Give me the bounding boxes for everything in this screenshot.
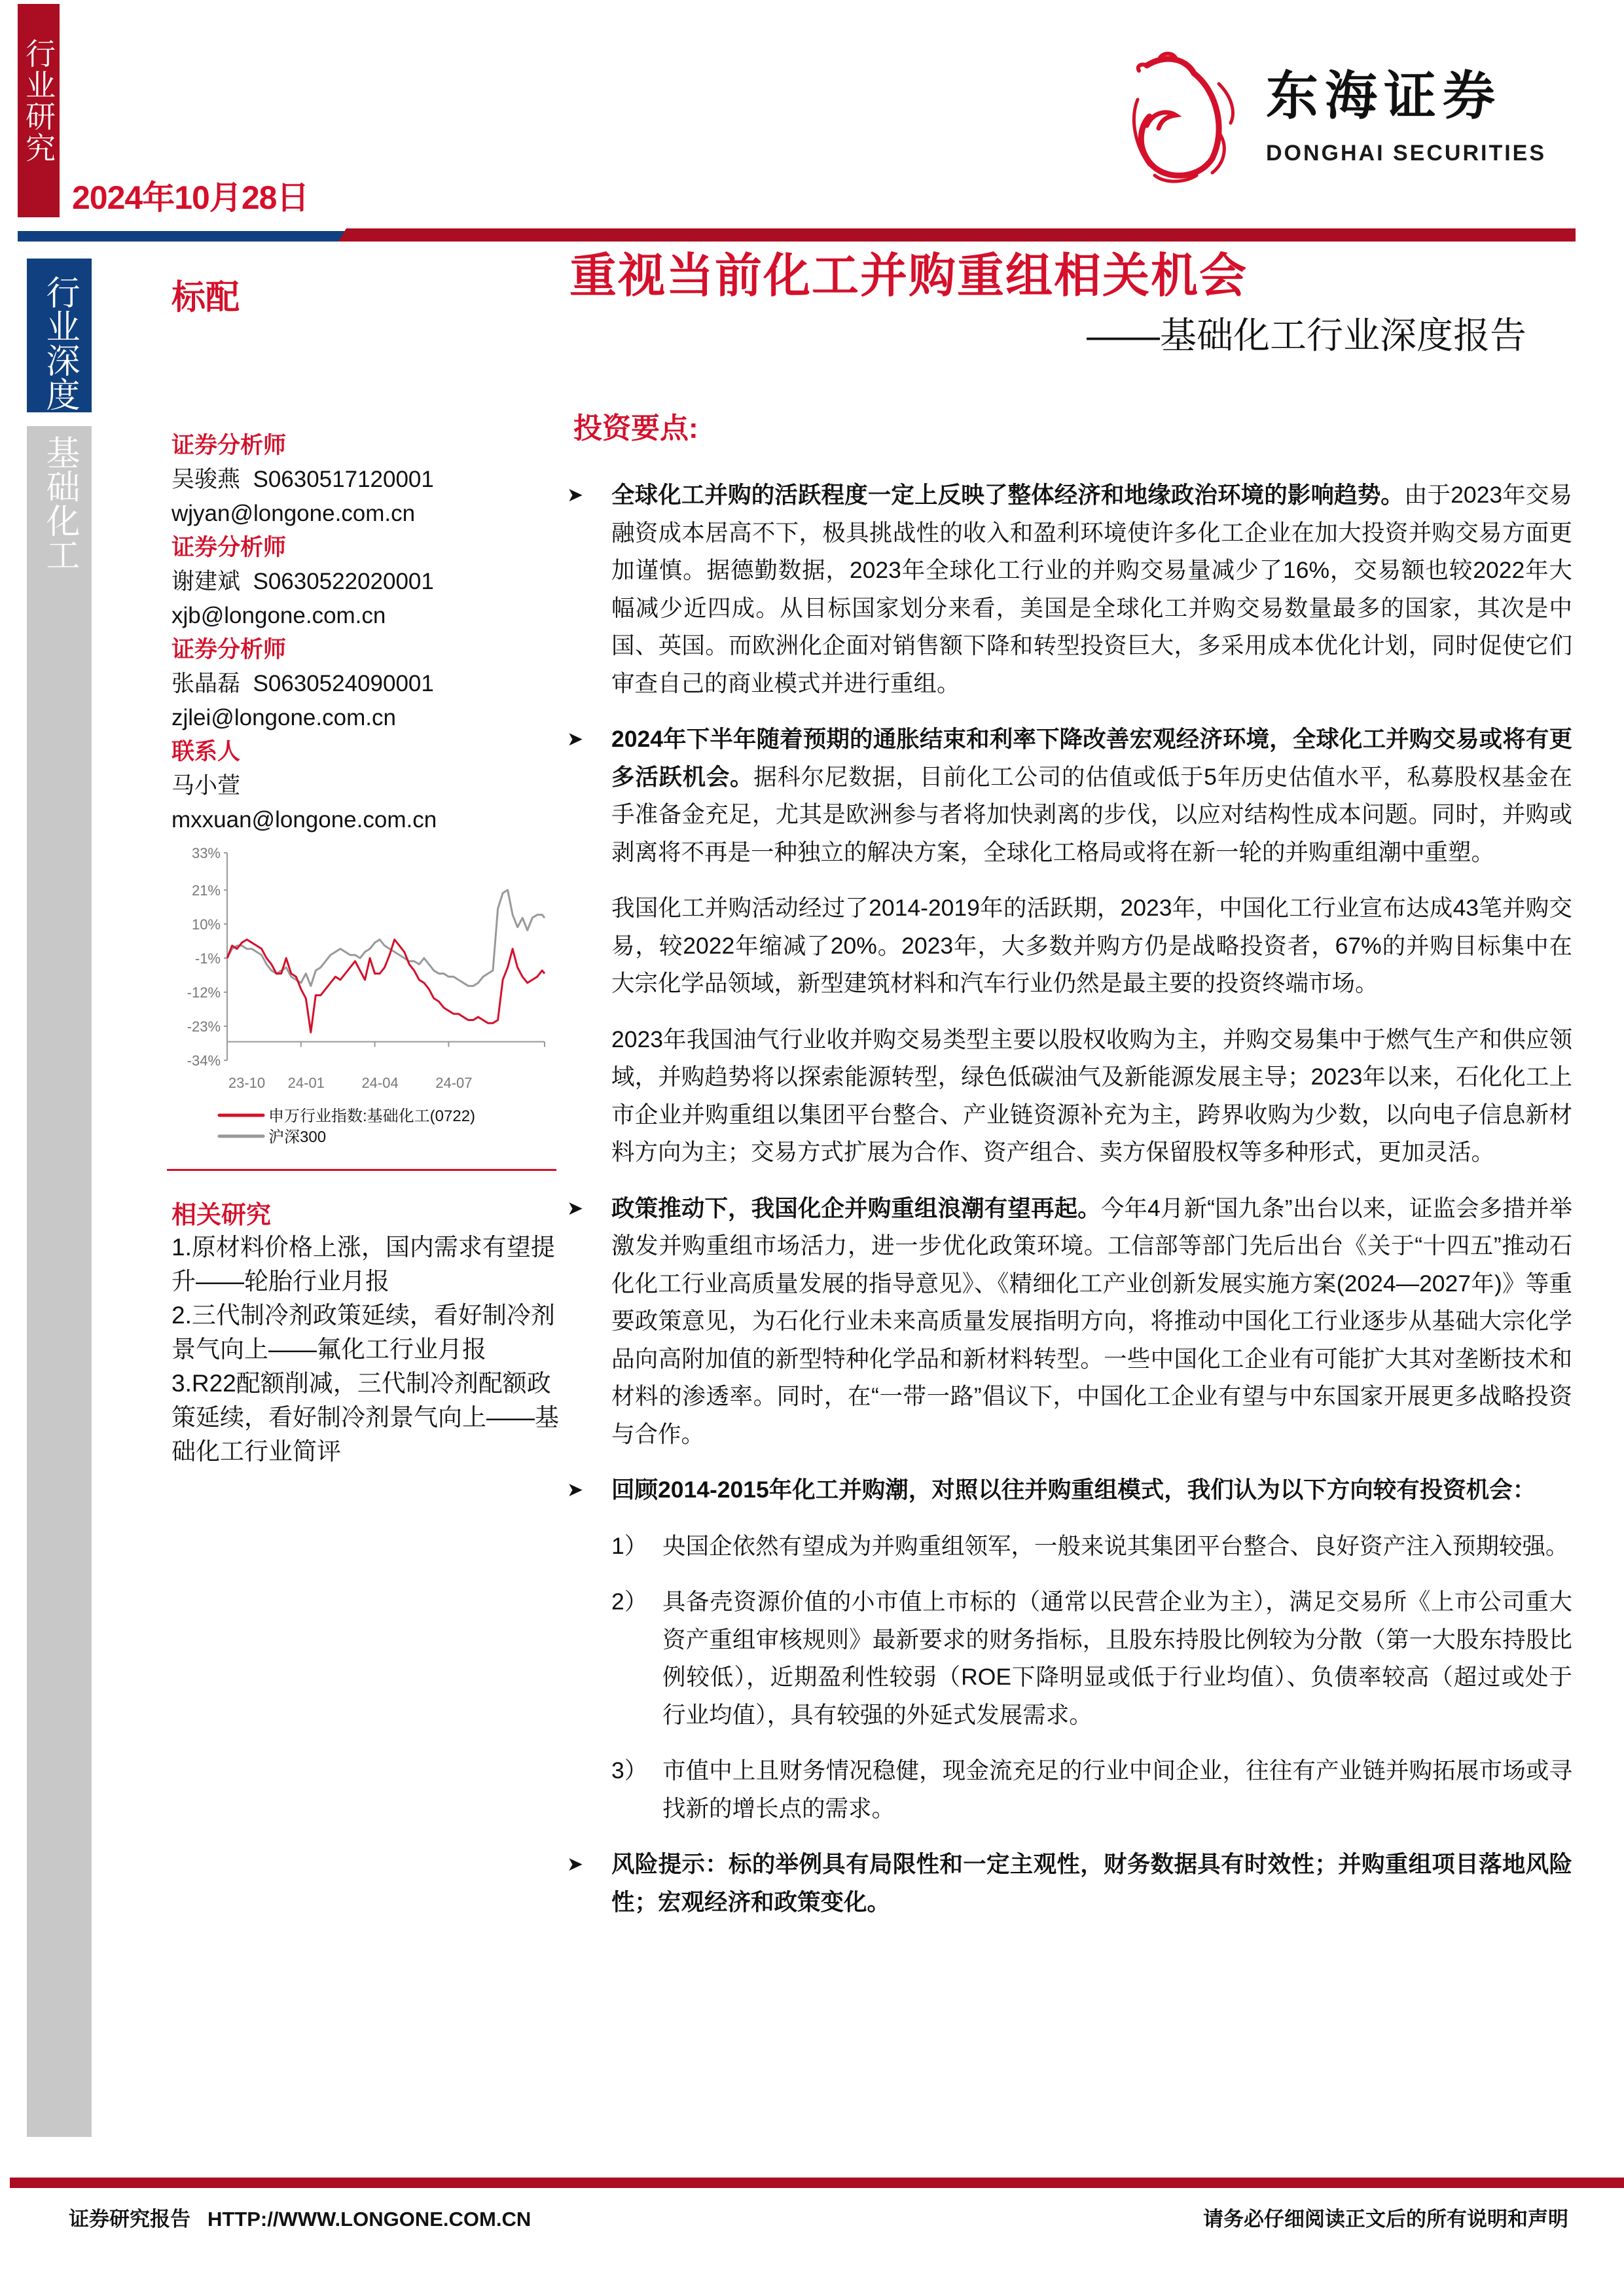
- report-type-label: 行业深度: [41, 275, 79, 411]
- key-point-lead: 2024年下半年随着预期的通胀结束和利率下降改善宏观经济环境，全球化工并购交易或将有更多活跃机会。: [611, 726, 1572, 790]
- analyst-name-line: [171, 463, 538, 497]
- risk-text: 风险提示：标的举例具有局限性和一定主观性，财务数据具有时效性；并购重组项目落地风险性；宏观经济和政策变化。: [611, 1851, 1572, 1915]
- bullet-arrow-icon: ➤: [567, 728, 584, 750]
- analyst-name: 张晶磊: [171, 671, 241, 696]
- y-tick-label: -12%: [187, 984, 221, 1001]
- key-point-text: 由于2023年交易融资成本居高不下，极具挑战性的收入和盈利环境使许多化工企业在加大投资并购交易方面更加谨慎。据德勤数据，2023年全球化工行业的并购交易量减少了16%，交易额也较2022年大幅减少近四成。从目标国家划分来看，美国是全球化工并购交易数量最多的国家，其次是中国、英国。而欧洲化企面对销售额下降和转型投资巨大，多采用成本优化计划，同时促使它们审查自己的商业模式并进行重组。: [611, 482, 1572, 696]
- analyst-role: 证券分析师: [171, 637, 287, 662]
- bullet-arrow-icon: ➤: [567, 484, 584, 506]
- analyst-name-line: [171, 565, 538, 599]
- performance-chart: [151, 831, 556, 1145]
- key-point: [564, 1471, 1572, 1509]
- x-axis: [227, 1042, 545, 1091]
- analyst-role: 证券分析师: [171, 433, 287, 458]
- item-number: 2）: [611, 1588, 648, 1615]
- analyst-name: 吴骏燕: [171, 467, 241, 492]
- legend-label-hs300: 沪深300: [268, 1128, 327, 1145]
- related-research-list: [171, 1230, 564, 1469]
- x-tick-label: 23-10: [228, 1075, 266, 1091]
- legend: [219, 1107, 475, 1145]
- y-tick-label: 10%: [191, 916, 221, 933]
- body-paragraph: 我国化工并购活动经过了2014-2019年的活跃期，2023年，中国化工行业宣布达成43笔并购交易，较2022年缩减了20%。2023年，大多数并购方仍是战略投资者，67%的并购目标集中在大宗化学品领域，新型建筑材料和汽车行业仍然是最主要的投资终端市场。: [611, 895, 1572, 996]
- donghai-logo: [1121, 47, 1252, 185]
- analyst-email[interactable]: wjyan@longone.com.cn: [171, 501, 416, 526]
- key-point-text: 据科尔尼数据，目前化工公司的估值或低于5年历史估值水平，私募股权基金在手准备金充足，尤其是欧洲参与者将加快剥离的步伐，以应对结构性成本问题。同时，并购或剥离将不再是一种独立的解决方案，全球化工格局或将在新一轮的并购重组潮中重塑。: [611, 763, 1572, 865]
- item-text: 市值中上且财务情况稳健，现金流充足的行业中间企业，往往有产业链并购拓展市场或寻找新的增长点的需求。: [662, 1757, 1572, 1821]
- item-number: 3）: [611, 1757, 648, 1784]
- report-date: 2024年10月28日: [72, 179, 309, 216]
- x-tick-label: 24-01: [287, 1075, 325, 1091]
- footer-url[interactable]: HTTP://WWW.LONGONE.COM.CN: [208, 2208, 532, 2231]
- key-point: [564, 1190, 1572, 1454]
- analyst-name-line: [171, 667, 538, 701]
- series-lines: [227, 890, 545, 1033]
- industry-tag: [27, 426, 92, 2137]
- header-band-red: [338, 228, 1576, 242]
- risk-warning: [564, 1846, 1572, 1921]
- key-point: [564, 721, 1572, 871]
- category-label: 行业研究: [22, 38, 56, 164]
- key-point-lead: 政策推动下，我国化企并购重组浪潮有望再起。: [611, 1194, 1101, 1221]
- analyst-name: 谢建斌: [171, 569, 241, 594]
- body-paragraph: 2023年我国油气行业收并购交易类型主要以股权收购为主，并购交易集中于燃气生产和供应领域，并购趋势将以探索能源转型，绿色低碳油气及新能源发展主导；2023年以来，石化化工上市企业并购重组以集团平台整合、产业链资源补充为主，跨界收购为少数，以向电子信息新材料方向为主；交易方式扩展为合作、资产组合、卖方保留股权等多种形式，更加灵活。: [611, 1026, 1572, 1165]
- contact-name: 马小萱: [171, 773, 241, 798]
- key-point: [564, 476, 1572, 702]
- contact-email[interactable]: mxxuan@longone.com.cn: [171, 807, 437, 833]
- legend-label-index: 申万行业指数:基础化工(0722): [268, 1107, 476, 1125]
- analyst-role: 证券分析师: [171, 535, 287, 560]
- key-point-text: 今年4月新“国九条”出台以来，证监会多措并举激发并购重组市场活力，进一步优化政策环境。工信部等部门先后出台《关于“十四五”推动石化化工行业高质量发展的指导意见》、《精细化工产业创新发展实施方案(2024—2027年)》等重要政策意见，为石化行业未来高质量发展指明方向，将推动中国化工行业逐步从基础大宗化学品向高附加值的新型特种化学品和新材料转型。一些中国化工企业有可能扩大其对垄断技术和材料的渗透率。同时，在“一带一路”倡议下，中国化工企业有望与中东国家开展更多战略投资与合作。: [611, 1194, 1572, 1447]
- opportunity-item: [564, 1583, 1572, 1734]
- y-tick-label: -1%: [194, 950, 221, 967]
- related-research-item[interactable]: 1.原材料价格上涨，国内需求有望提升——轮胎行业月报: [171, 1234, 555, 1295]
- chart-divider: [167, 1169, 556, 1171]
- analyst-email[interactable]: xjb@longone.com.cn: [171, 603, 386, 628]
- header-band-blue: [18, 231, 345, 242]
- y-tick-label: -34%: [187, 1052, 221, 1069]
- related-research-item[interactable]: 3.R22配额削减，三代制冷剂配额政策延续，看好制冷剂景气向上——基础化工行业简评: [171, 1370, 559, 1465]
- y-tick-label: 33%: [191, 845, 221, 861]
- report-title: 重视当前化工并购重组相关机会: [569, 250, 1248, 302]
- key-points-heading: 投资要点:: [573, 412, 698, 444]
- item-text: 央国企依然有望成为并购重组领军，一般来说其集团平台整合、良好资产注入预期较强。: [662, 1532, 1569, 1559]
- key-point-lead: 回顾2014-2015年化工并购潮，对照以往并购重组模式，我们认为以下方向较有投资机会：: [611, 1477, 1536, 1503]
- bullet-arrow-icon: ➤: [567, 1854, 584, 1875]
- footer-label: 证券研究报告: [69, 2208, 190, 2231]
- item-text: 具备壳资源价值的小市值上市标的（通常以民营企业为主），满足交易所《上市公司重大资产重组审核规则》最新要求的财务指标，且股东持股比例较为分散（第一大股东持股比例较低），近期盈利性较弱（ROE下降明显或低于行业均值）、负债率较高（超过或处于行业均值），具有较强的外延式发展需求。: [662, 1588, 1572, 1728]
- analyst-cert: S0630524090001: [253, 671, 434, 696]
- footer-disclaimer: 请务必仔细阅读正文后的所有说明和声明: [1203, 2208, 1568, 2231]
- brand-name-en: DONGHAI SECURITIES: [1266, 141, 1547, 166]
- brand-name-cn: 东海证券: [1266, 65, 1502, 126]
- series-line-index: [227, 940, 545, 1033]
- related-research-title: 相关研究: [171, 1202, 272, 1229]
- contact-role: 联系人: [171, 739, 241, 764]
- analyst-cert: S0630517120001: [253, 467, 434, 492]
- opportunity-item: [564, 1528, 1572, 1566]
- item-number: 1）: [611, 1532, 648, 1559]
- opportunity-item: [564, 1752, 1572, 1827]
- footer-left: [69, 2202, 531, 2232]
- bullet-arrow-icon: ➤: [567, 1479, 584, 1501]
- y-tick-label: 21%: [191, 882, 221, 899]
- dragon-emblem-icon: [1134, 54, 1233, 181]
- related-research-item[interactable]: 2.三代制冷剂政策延续，看好制冷剂景气向上——氟化工行业月报: [171, 1302, 555, 1363]
- industry-label: 基础化工: [41, 435, 79, 571]
- y-axis: [187, 845, 227, 1069]
- main-content: [564, 476, 1572, 1921]
- bullet-arrow-icon: ➤: [567, 1197, 584, 1219]
- analyst-cert: S0630522020001: [253, 569, 434, 594]
- header-band: [18, 228, 1576, 244]
- x-tick-label: 24-04: [361, 1075, 399, 1091]
- analyst-email[interactable]: zjlei@longone.com.cn: [171, 705, 396, 730]
- rating: 标配: [171, 279, 240, 317]
- footer-band: [10, 2178, 1624, 2188]
- x-tick-label: 24-07: [435, 1075, 473, 1091]
- report-subtitle: ——基础化工行业深度报告: [1087, 315, 1526, 356]
- key-point-lead: 全球化工并购的活跃程度一定上反映了整体经济和地缘政治环境的影响趋势。: [611, 482, 1404, 508]
- analyst-block: [171, 429, 538, 837]
- y-tick-label: -23%: [187, 1018, 221, 1035]
